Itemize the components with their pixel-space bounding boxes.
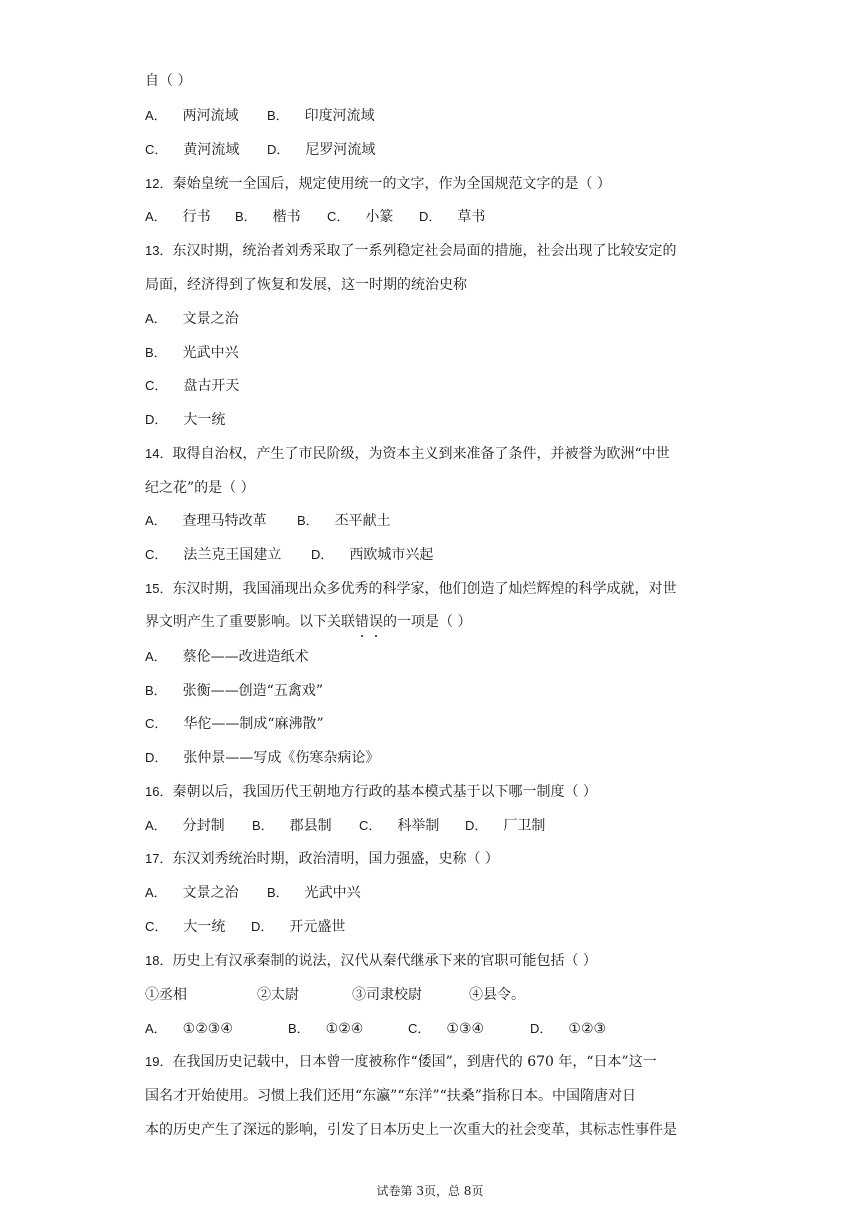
q12-options [145,207,485,227]
q14-option-d[interactable]: D． 西欧城市兴起 [311,547,434,563]
q18-stem: 18．历史上有汉承秦制的说法，汉代从秦代继承下来的官职可能包括（ ） [145,953,597,969]
q17-option-b[interactable]: B． 光武中兴 [267,885,361,901]
q13-option-b[interactable]: B． 光武中兴 [145,345,239,361]
q12-option-d[interactable]: D． 草书 [419,209,486,225]
q17-stem: 17．东汉刘秀统治时期，政治清明，国力强盛，史称（ ） [145,851,499,867]
q13-stem-line1: 13．东汉时期，统治者刘秀采取了一系列稳定社会局面的措施，社会出现了比较安定的 [145,243,677,259]
q18-option-a[interactable]: A． ①②③④ [145,1021,233,1037]
q14-options-2 [145,545,433,565]
q13-option-d[interactable]: D． 大一统 [145,412,226,428]
q17-option-c[interactable]: C． 大一统 [145,919,226,935]
q18-option-d[interactable]: D． ①②③ [530,1021,607,1037]
q15-option-c[interactable]: C． 华佗——制成“麻沸散” [145,716,324,732]
q13-option-a[interactable]: A． 文景之治 [145,311,239,327]
q18-options [145,1019,606,1039]
q16-option-d[interactable]: D． 厂卫制 [465,818,546,834]
q18-item-1: ①丞相 [145,987,187,1003]
q11-tail: 自（ ） [145,73,192,89]
page-footer: 试卷第 3页，总 8页 [376,1184,484,1198]
q16-options [145,816,545,836]
q17-options [145,883,361,903]
q18-option-c[interactable]: C． ①③④ [408,1021,485,1037]
q11-options-2 [145,140,375,160]
q15-option-b[interactable]: B． 张衡——创造“五禽戏” [145,683,323,699]
q13-stem-line2: 局面，经济得到了恢复和发展，这一时期的统治史称 [145,277,467,293]
q15-stem-line1: 15．东汉时期，我国涌现出众多优秀的科学家，他们创造了灿烂辉煌的科学成就，对世 [145,581,677,597]
emphasis-char: 错 [355,614,369,630]
q18-option-b[interactable]: B． ①②④ [288,1021,364,1037]
q19-stem-line2: 国名才开始使用。习惯上我们还用“东瀛”“东洋”“扶桑”指称日本。中国隋唐对日 [145,1088,636,1104]
q16-stem: 16．秦朝以后，我国历代王朝地方行政的基本模式基于以下哪一制度（ ） [145,784,597,800]
q13-option-c[interactable]: C． 盘古开天 [145,378,240,394]
q15-stem-line2: 界文明产生了重要影响。以下关联错误的一项是（ ） [145,614,472,630]
q11-option-d[interactable]: D． 尼罗河流域 [267,142,376,158]
q16-option-a[interactable]: A． 分封制 [145,818,225,834]
q14-stem-line2: 纪之花”的是（ ） [145,480,255,496]
q12-stem: 12．秦始皇统一全国后，规定使用统一的文字，作为全国规范文字的是（ ） [145,176,611,192]
q18-item-2: ②太尉 [257,987,299,1003]
q11-option-a[interactable]: A． 两河流域 [145,108,239,124]
q17-option-a[interactable]: A． 文景之治 [145,885,239,901]
q12-option-c[interactable]: C． 小篆 [327,209,394,225]
q18-item-3: ③司隶校尉 [352,987,422,1003]
q14-options [145,511,391,531]
q14-option-b[interactable]: B． 丕平献土 [297,513,391,529]
q14-option-a[interactable]: A． 查理马特改革 [145,513,267,529]
q11-option-c[interactable]: C． 黄河流域 [145,142,240,158]
q17-option-d[interactable]: D． 开元盛世 [251,919,346,935]
q14-option-c[interactable]: C． 法兰克王国建立 [145,547,282,563]
q16-option-b[interactable]: B． 郡县制 [252,818,332,834]
emphasis-char: 误 [369,614,383,630]
q19-stem-line3: 本的历史产生了深远的影响，引发了日本历史上一次重大的社会变革，其标志性事件是 [145,1122,677,1138]
q11-options [145,106,375,126]
q15-option-d[interactable]: D． 张仲景——写成《伤寒杂病论》 [145,750,380,766]
q12-option-a[interactable]: A． 行书 [145,209,211,225]
q15-option-a[interactable]: A． 蔡伦——改进造纸术 [145,649,309,665]
q17-options-2 [145,917,345,937]
q14-stem-line1: 14．取得自治权，产生了市民阶级，为资本主义到来准备了条件，并被誉为欧洲“中世 [145,446,670,462]
q19-stem-line1: 19．在我国历史记载中，日本曾一度被称作“倭国”，到唐代的 670 年，“日本”这一 [145,1054,657,1070]
q16-option-c[interactable]: C． 科举制 [359,818,440,834]
q18-item-4: ④县令。 [469,987,525,1003]
q18-items [145,985,525,1005]
q11-option-b[interactable]: B． 印度河流域 [267,108,375,124]
q12-option-b[interactable]: B． 楷书 [235,209,301,225]
